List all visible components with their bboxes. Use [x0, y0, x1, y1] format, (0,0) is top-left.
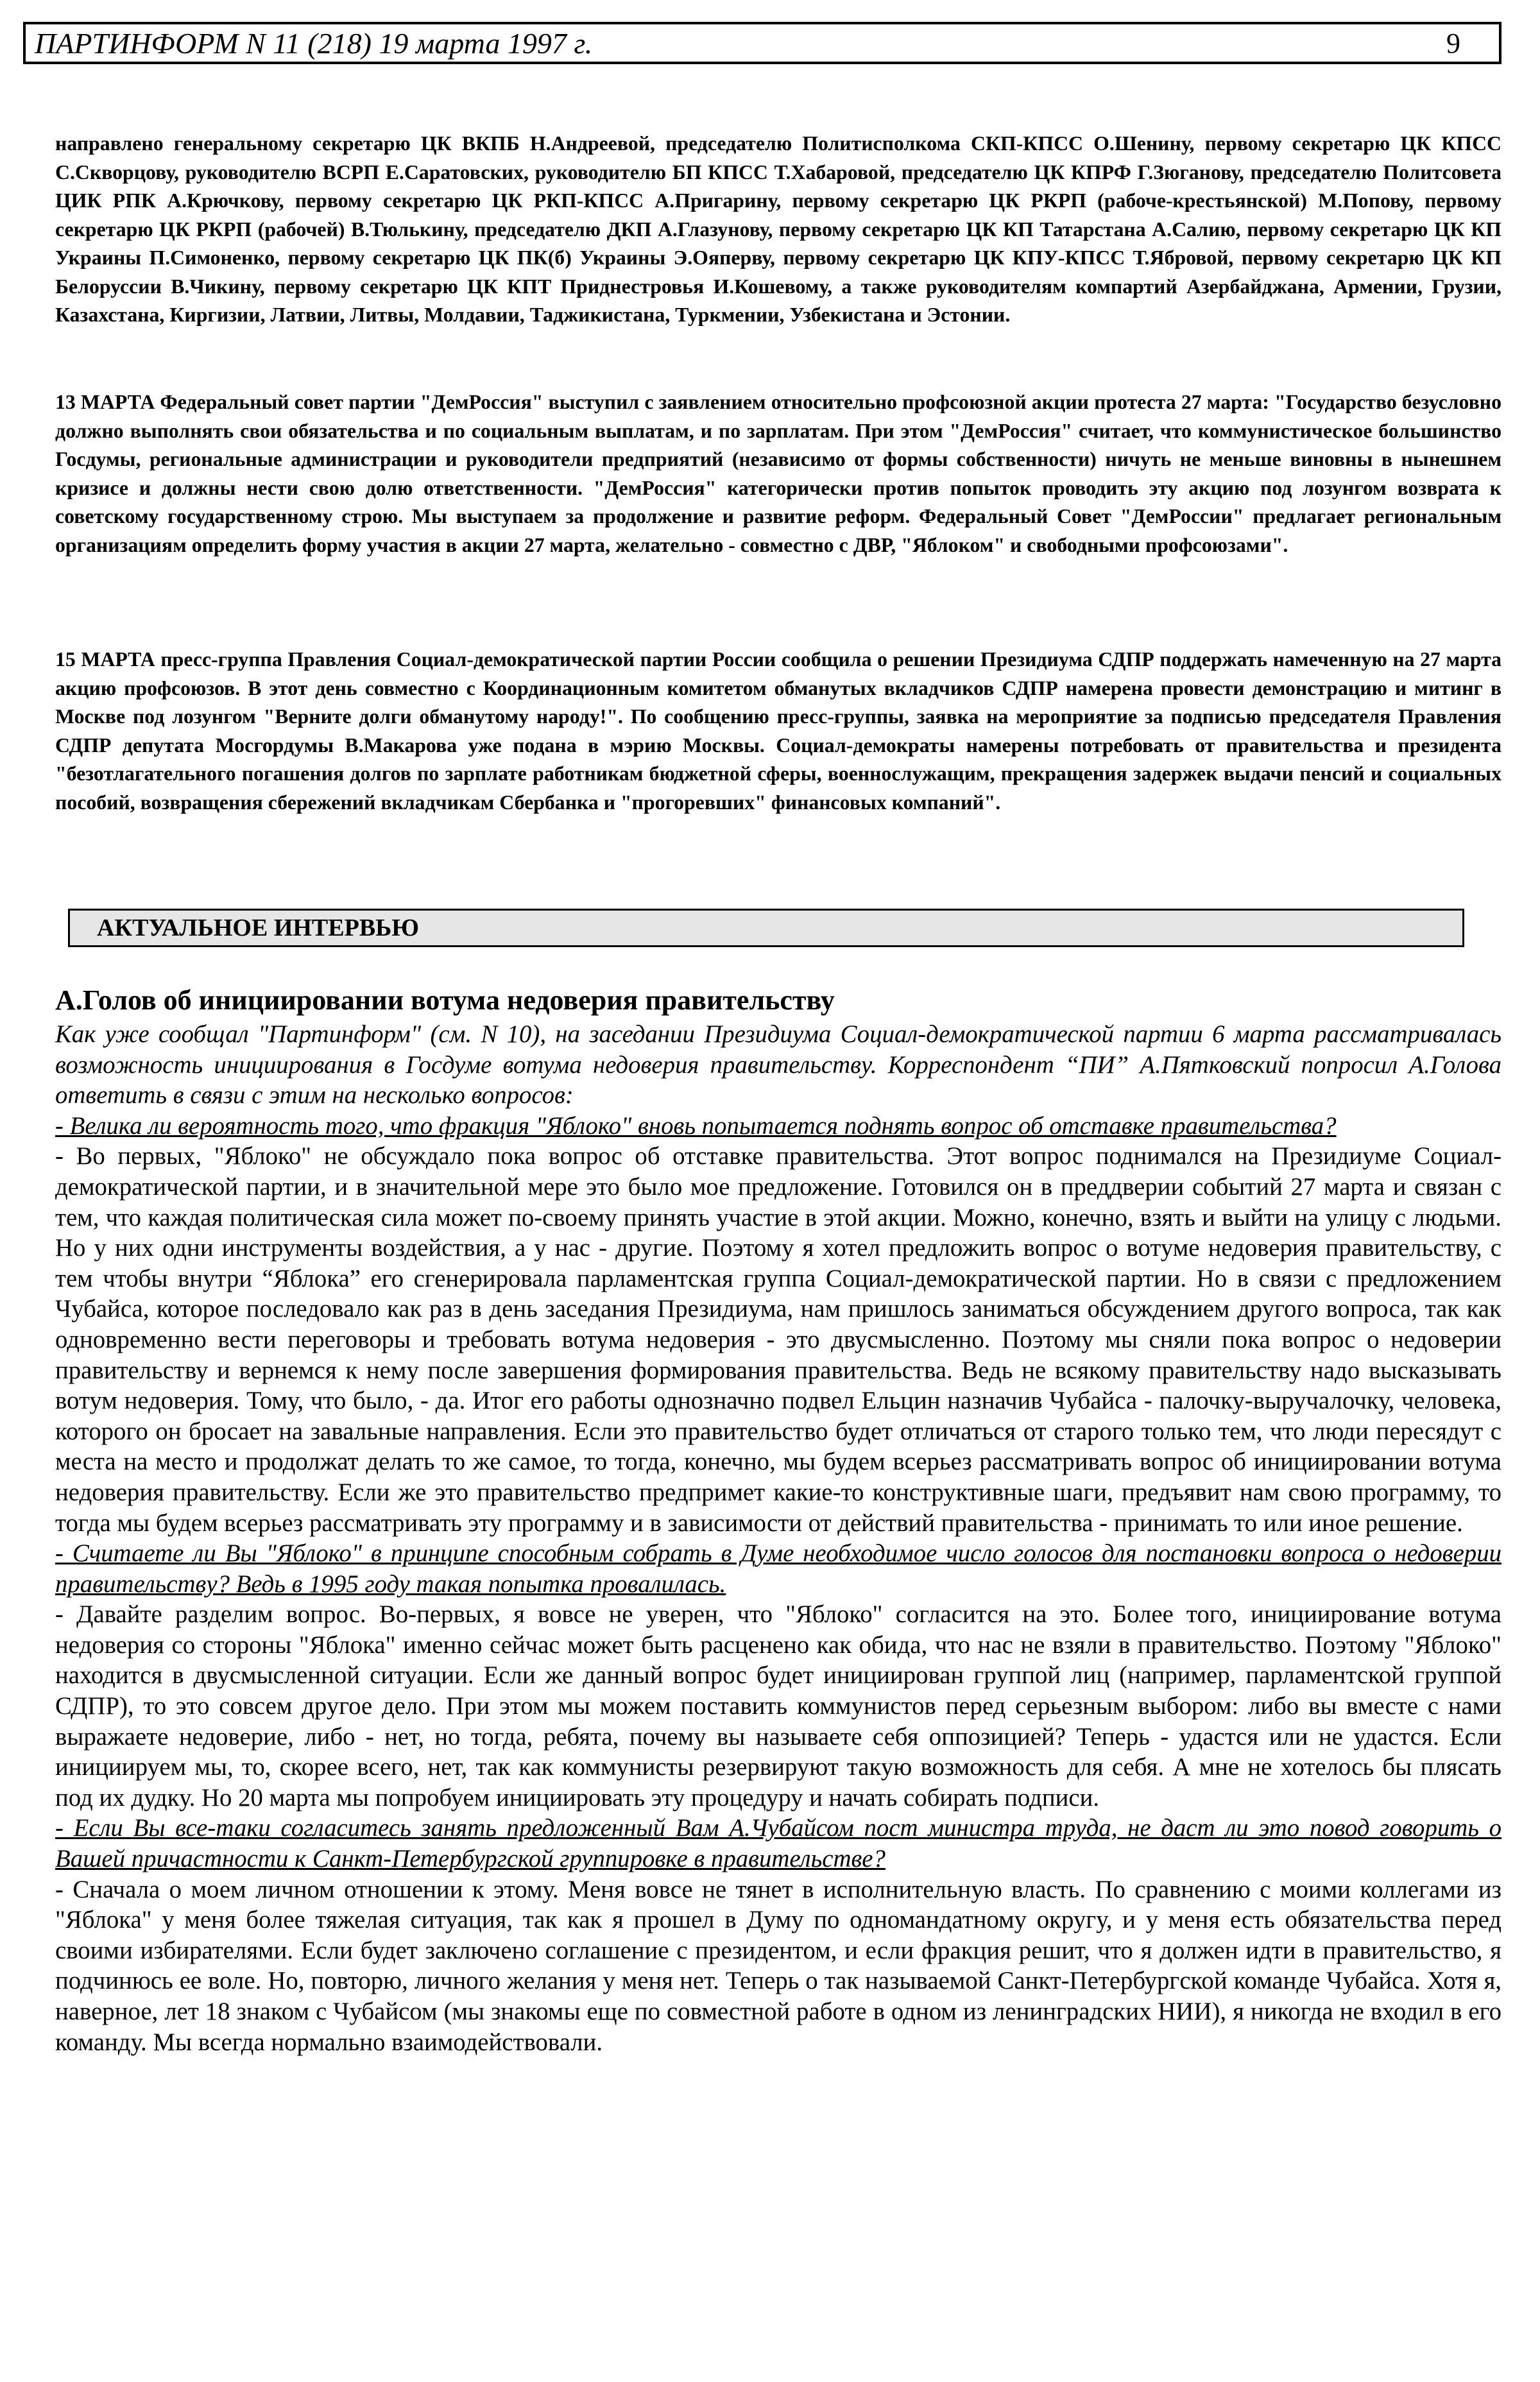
page-header — [23, 22, 1502, 64]
news-paragraph-demrossiya: 13 МАРТА Федеральный совет партии "ДемРоссия" выступил с заявлением относительно профсоюзной акции протеста 27 марта: "Государство безусловно должно выполнять свои обязательства и по социальным выплатам, и по зарплатам. При этом "ДемРоссия" считает, что коммунистическое большинство Госдумы, региональные администрации и руководители предприятий (независимо от формы собственности) ничуть не меньше виновны в нынешнем кризисе и должны нести свою долю ответственности. "ДемРоссия" категорически против попыток проводить эту акцию под лозунгом возврата к советскому государственному строю. Мы выступаем за продолжение и развитие реформ. Федеральный Совет "ДемРоссии" предлагает региональным организациям определить форму участия в акции 27 марта, желательно - совместно с ДВР, "Яблоком" и свободными профсоюзами". — [55, 391, 1502, 556]
section-header — [68, 909, 1464, 947]
news-paragraph-recipients: направлено генеральному секретарю ЦК ВКПБ Н.Андреевой, председателю Политисполкома СКП-КПСС О.Шенину, первому секретарю ЦК КПСС С.Скворцову, руководителю ВСРП Е.Саратовских, руководителю БП КПСС Т.Хабаровой, председателю ЦК КПРФ Г.Зюганову, председателю Политсовета ЦИК РПК А.Крючкову, первому секретарю ЦК РКП-КПСС А.Пригарину, первому секретарю ЦК РКРП (рабоче-крестьянской) М.Попову, первому секретарю ЦК РКРП (рабочей) В.Тюлькину, председателю ДКП А.Глазунову, первому секретарю ЦК КП Татарстана А.Салию, первому секретарю ЦК КП Украины П.Симоненко, первому секретарю ЦК ПК(б) Украины Э.Ояперву, первому секретарю ЦК КПУ-КПСС Т.Ябровой, первому секретарю ЦК КП Белоруссии В.Чикину, первому секретарю ЦК КПТ Приднестровья И.Кошевому, а также руководителям компартий Азербайджана, Армении, Грузии, Казахстана, Киргизии, Латвии, Литвы, Молдавии, Таджикистана, Туркмении, Узбекистана и Эстонии. — [55, 132, 1502, 326]
interview-answer-3: - Сначала о моем личном отношении к этому. Меня вовсе не тянет в исполнительную власть. По сравнению с моими коллегами из "Яблока" у меня более тяжелая ситуация, так как я прошел в Думу по одномандатному округу, и у меня есть обязательства перед своими избирателями. Если будет заключено соглашение с президентом, и если фракция решит, что я должен идти в правительство, я подчинюсь ее воле. Но, повторю, личного желания у меня нет. Теперь о так называемой Санкт-Петербургской команде Чубайса. Хотя я, наверное, лет 18 знаком с Чубайсом (мы знакомы еще по совместной работе в одном из ленинградских НИИ), я никогда не входил в его команду. Мы всегда нормально взаимодействовали. — [55, 1875, 1502, 2056]
article-title: А.Голов об инициировании вотума недоверия правительству — [55, 984, 835, 1016]
news-paragraph-sdpr: 15 МАРТА пресс-группа Правления Социал-демократической партии России сообщила о решении Президиума СДПР поддержать намеченную на 27 марта акцию профсоюзов. В этот день совместно с Координационным комитетом обманутых вкладчиков СДПР намерена провести демонстрацию и митинг в Москве под лозунгом "Верните долги обманутому народу!". По сообщению пресс-группы, заявка на мероприятие за подписью председателя Правления СДПР депутата Мосгордумы В.Макарова уже подана в мэрию Москвы. Социал-демократы намерены потребовать от правительства и президента "безотлагательного погашения долгов по зарплате работникам бюджетной сферы, военнослужащим, прекращения задержек выдачи пенсий и социальных пособий, возвращения сбережений вкладчикам Сбербанка и "прогоревших" финансовых компаний". — [55, 648, 1502, 814]
page-number: 9 — [1446, 27, 1460, 59]
interview-question-2: - Считаете ли Вы "Яблоко" в принципе способным собрать в Думе необходимое число голосов для постановки вопроса о недоверии правительству? Ведь в 1995 году такая попытка провалилась. — [55, 1539, 1502, 1598]
interview-answer-2: - Давайте разделим вопрос. Во-первых, я вовсе не уверен, что "Яблоко" согласится на это. Более того, инициирование вотума недоверия со стороны "Яблока" именно сейчас может быть расценено как обида, что нас не взяли в правительство. Поэтому "Яблоко" находится в двусмысленной ситуации. Если же данный вопрос будет инициирован группой лиц (например, парламентской группой СДПР), то это совсем другое дело. При этом мы можем поставить коммунистов перед серьезным выбором: либо вы вместе с нами выражаете недоверие, либо - нет, но тогда, ребята, почему вы называете себя оппозицией? Теперь - удастся или не удастся. Если инициируем мы, то, скорее всего, нет, так как коммунисты резервируют такую возможность для себя. А мне не хотелось бы плясать под их дудку. Но 20 марта мы попробуем инициировать эту процедуру и начать собирать подписи. — [55, 1600, 1502, 1812]
article-intro: Как уже сообщал "Партинформ" (см. N 10), на заседании Президиума Социал-демократической партии 6 марта рассматривалась возможность инициирования в Госдуме вотума недоверия правительству. Корреспондент “ПИ” А.Пятковский попросил А.Голова ответить в связи с этим на несколько вопросов: — [55, 1020, 1502, 1110]
section-title: АКТУАЛЬНОЕ ИНТЕРВЬЮ — [97, 914, 420, 941]
interview-answer-1: - Во первых, "Яблоко" не обсуждало пока вопрос об отставке правительства. Этот вопрос поднимался на Президиуме Социал-демократической партии, и в значительной мере это было мое предложение. Готовился он в преддверии событий 27 марта и связан с тем, что каждая политическая сила может по-своему принять участие в этой акции. Можно, конечно, взять и выйти на улицу с людьми. Но у них одни инструменты воздействия, а у нас - другие. Поэтому я хотел предложить вопрос о вотуме недоверия правительству, с тем чтобы внутри “Яблока” его сгенерировала парламентская группа Социал-демократической партии. Но в связи с предложением Чубайса, которое последовало как раз в день заседания Президиума, нам пришлось заниматься обсуждением другого вопроса, так как одновременно вести переговоры и требовать вотума недоверия - это двусмысленно. Поэтому мы сняли пока вопрос о недоверии правительству и вернемся к нему после завершения формирования правительства. Ведь не всякому правительству надо высказывать вотум недоверия. Тому, что было, - да. Итог его работы однозначно подвел Ельцин назначив Чубайса - палочку-выручалочку, человека, которого он бросает на завальные направления. Если это правительство будет отличаться от старого только тем, что люди пересядут с места на место и продолжат делать то же самое, то тогда, конечно, мы будем всерьез рассматривать вопрос об инициировании вотума недоверия правительству. Если же это правительство предпримет какие-то конструктивные шаги, предъявит нам свою программу, то тогда мы будем всерьез рассматривать эту программу и в зависимости от действий правительства - принимать то или иное решение. — [55, 1142, 1502, 1537]
header-title: ПАРТИНФОРМ N 11 (218) 19 марта 1997 г. — [35, 26, 593, 60]
interview-article — [55, 1019, 1502, 2057]
interview-question-1: - Велика ли вероятность того, что фракция "Яблоко" вновь попытается поднять вопрос об отставке правительства? — [55, 1111, 1337, 1140]
interview-question-3: - Если Вы все-таки согласитесь занять предложенный Вам А.Чубайсом пост министра труда, не даст ли это повод говорить о Вашей причастности к Санкт-Петербургской группировке в правительстве? — [55, 1814, 1502, 1873]
